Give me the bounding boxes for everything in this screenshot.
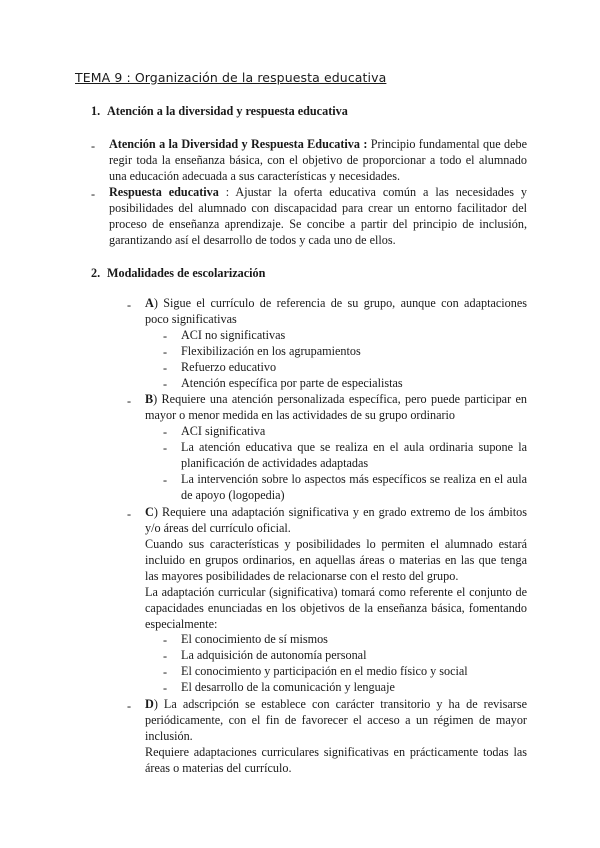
paragraph-atencion-diversidad	[109, 136, 527, 184]
modalidad-a-item: Refuerzo educativo	[181, 360, 277, 374]
section-2-number: 2.	[91, 266, 101, 280]
modalidad-a-item: ACI no significativas	[181, 328, 286, 342]
definition-respuesta-educativa: : Ajustar la oferta educativa común a las necesidades y posibilidades del alumnado con discapacidad para crear un entorno facilitador del proceso de enseñanza aprendizaje. Se concibe a partir del principio de inclusión, garantizando así el desarrollo de todos y cada uno de ellos.	[109, 185, 527, 247]
modalidad-b-text: ) Requiere una atención personalizada específica, pero puede participar en mayor o menor medida en las actividades de su grupo ordinario	[145, 392, 527, 422]
sub-bullet: -	[163, 377, 168, 391]
sub-bullet: -	[163, 681, 168, 695]
section-2-title: Modalidades de escolarización	[107, 266, 266, 280]
term-atencion-diversidad: Atención a la Diversidad y Respuesta Educativa :	[109, 137, 368, 151]
bullet-dash: -	[91, 187, 96, 201]
sub-bullet: -	[163, 473, 168, 487]
modalidad-c-item: El desarrollo de la comunicación y lenguaje	[181, 680, 395, 694]
sub-bullet: -	[163, 633, 168, 647]
bullet-dash: -	[91, 139, 96, 153]
modalidad-b	[145, 391, 527, 423]
modalidad-a-item: Atención específica por parte de especialistas	[181, 376, 403, 390]
modalidad-b-item: La atención educativa que se realiza en el aula ordinaria supone la planificación de actividades adaptadas	[181, 440, 527, 470]
sub-bullet: -	[163, 425, 168, 439]
sub-bullet: -	[163, 345, 168, 359]
modalidad-c-paragraph: Cuando sus características y posibilidades lo permiten el alumnado estará incluido en grupos ordinarios, en aquellas áreas o materias en las que tenga las mayores posibilidades de relacionarse con el resto del grupo.	[145, 537, 527, 583]
modalidad-a-letter: A	[145, 296, 154, 310]
modalidad-a	[145, 295, 527, 327]
term-respuesta-educativa: Respuesta educativa	[109, 185, 219, 199]
modalidad-c-paragraph: La adaptación curricular (significativa) tomará como referente el conjunto de capacidades enunciadas en los objetivos de la enseñanza básica, fomentando especialmente:	[145, 585, 527, 631]
modalidad-a-item: Flexibilización en los agrupamientos	[181, 344, 361, 358]
section-1-heading	[91, 104, 348, 119]
bullet-dash: -	[127, 394, 132, 408]
bullet-dash: -	[127, 298, 132, 312]
sub-bullet: -	[163, 361, 168, 375]
modalidad-c-text: ) Requiere una adaptación significativa y en grado extremo de los ámbitos y/o áreas del currículo oficial.	[145, 505, 527, 535]
modalidad-d-letter: D	[145, 697, 154, 711]
definition-atencion-diversidad: Principio fundamental que debe regir toda la enseñanza básica, con el objetivo de proporcionar a todo el alumnado una educación adecuada a sus características y necesidades.	[109, 137, 527, 183]
sub-bullet: -	[163, 441, 168, 455]
modalidad-d-text: ) La adscripción se establece con carácter transitorio y ha de revisarse periódicamente, con el fin de favorecer el acceso a un régimen de mayor inclusión.	[145, 697, 527, 743]
sub-bullet: -	[163, 649, 168, 663]
modalidad-b-letter: B	[145, 392, 154, 406]
section-1-number: 1.	[91, 104, 101, 118]
modalidad-b-item: ACI significativa	[181, 424, 266, 438]
sub-bullet: -	[163, 665, 168, 679]
modalidad-c-letter: C	[145, 505, 154, 519]
bullet-dash: -	[127, 507, 132, 521]
modalidad-c-item: El conocimiento y participación en el medio físico y social	[181, 664, 468, 678]
modalidad-a-text: ) Sigue el currículo de referencia de su grupo, aunque con adaptaciones poco significativas	[145, 296, 527, 326]
modalidad-c-item: El conocimiento de sí mismos	[181, 632, 328, 646]
modalidad-c-item: La adquisición de autonomía personal	[181, 648, 367, 662]
modalidad-c	[145, 504, 527, 536]
document-title: TEMA 9 : Organización de la respuesta educativa	[75, 70, 387, 85]
section-1-title: Atención a la diversidad y respuesta educativa	[107, 104, 348, 118]
modalidad-d-paragraph: Requiere adaptaciones curriculares significativas en prácticamente todas las áreas o materias del currículo.	[145, 745, 527, 775]
paragraph-respuesta-educativa	[109, 184, 527, 248]
modalidad-b-item: La intervención sobre lo aspectos más específicos se realiza en el aula de apoyo (logopedia)	[181, 472, 527, 502]
sub-bullet: -	[163, 329, 168, 343]
section-2-heading	[91, 266, 265, 281]
modalidad-d	[145, 696, 527, 744]
bullet-dash: -	[127, 699, 132, 713]
